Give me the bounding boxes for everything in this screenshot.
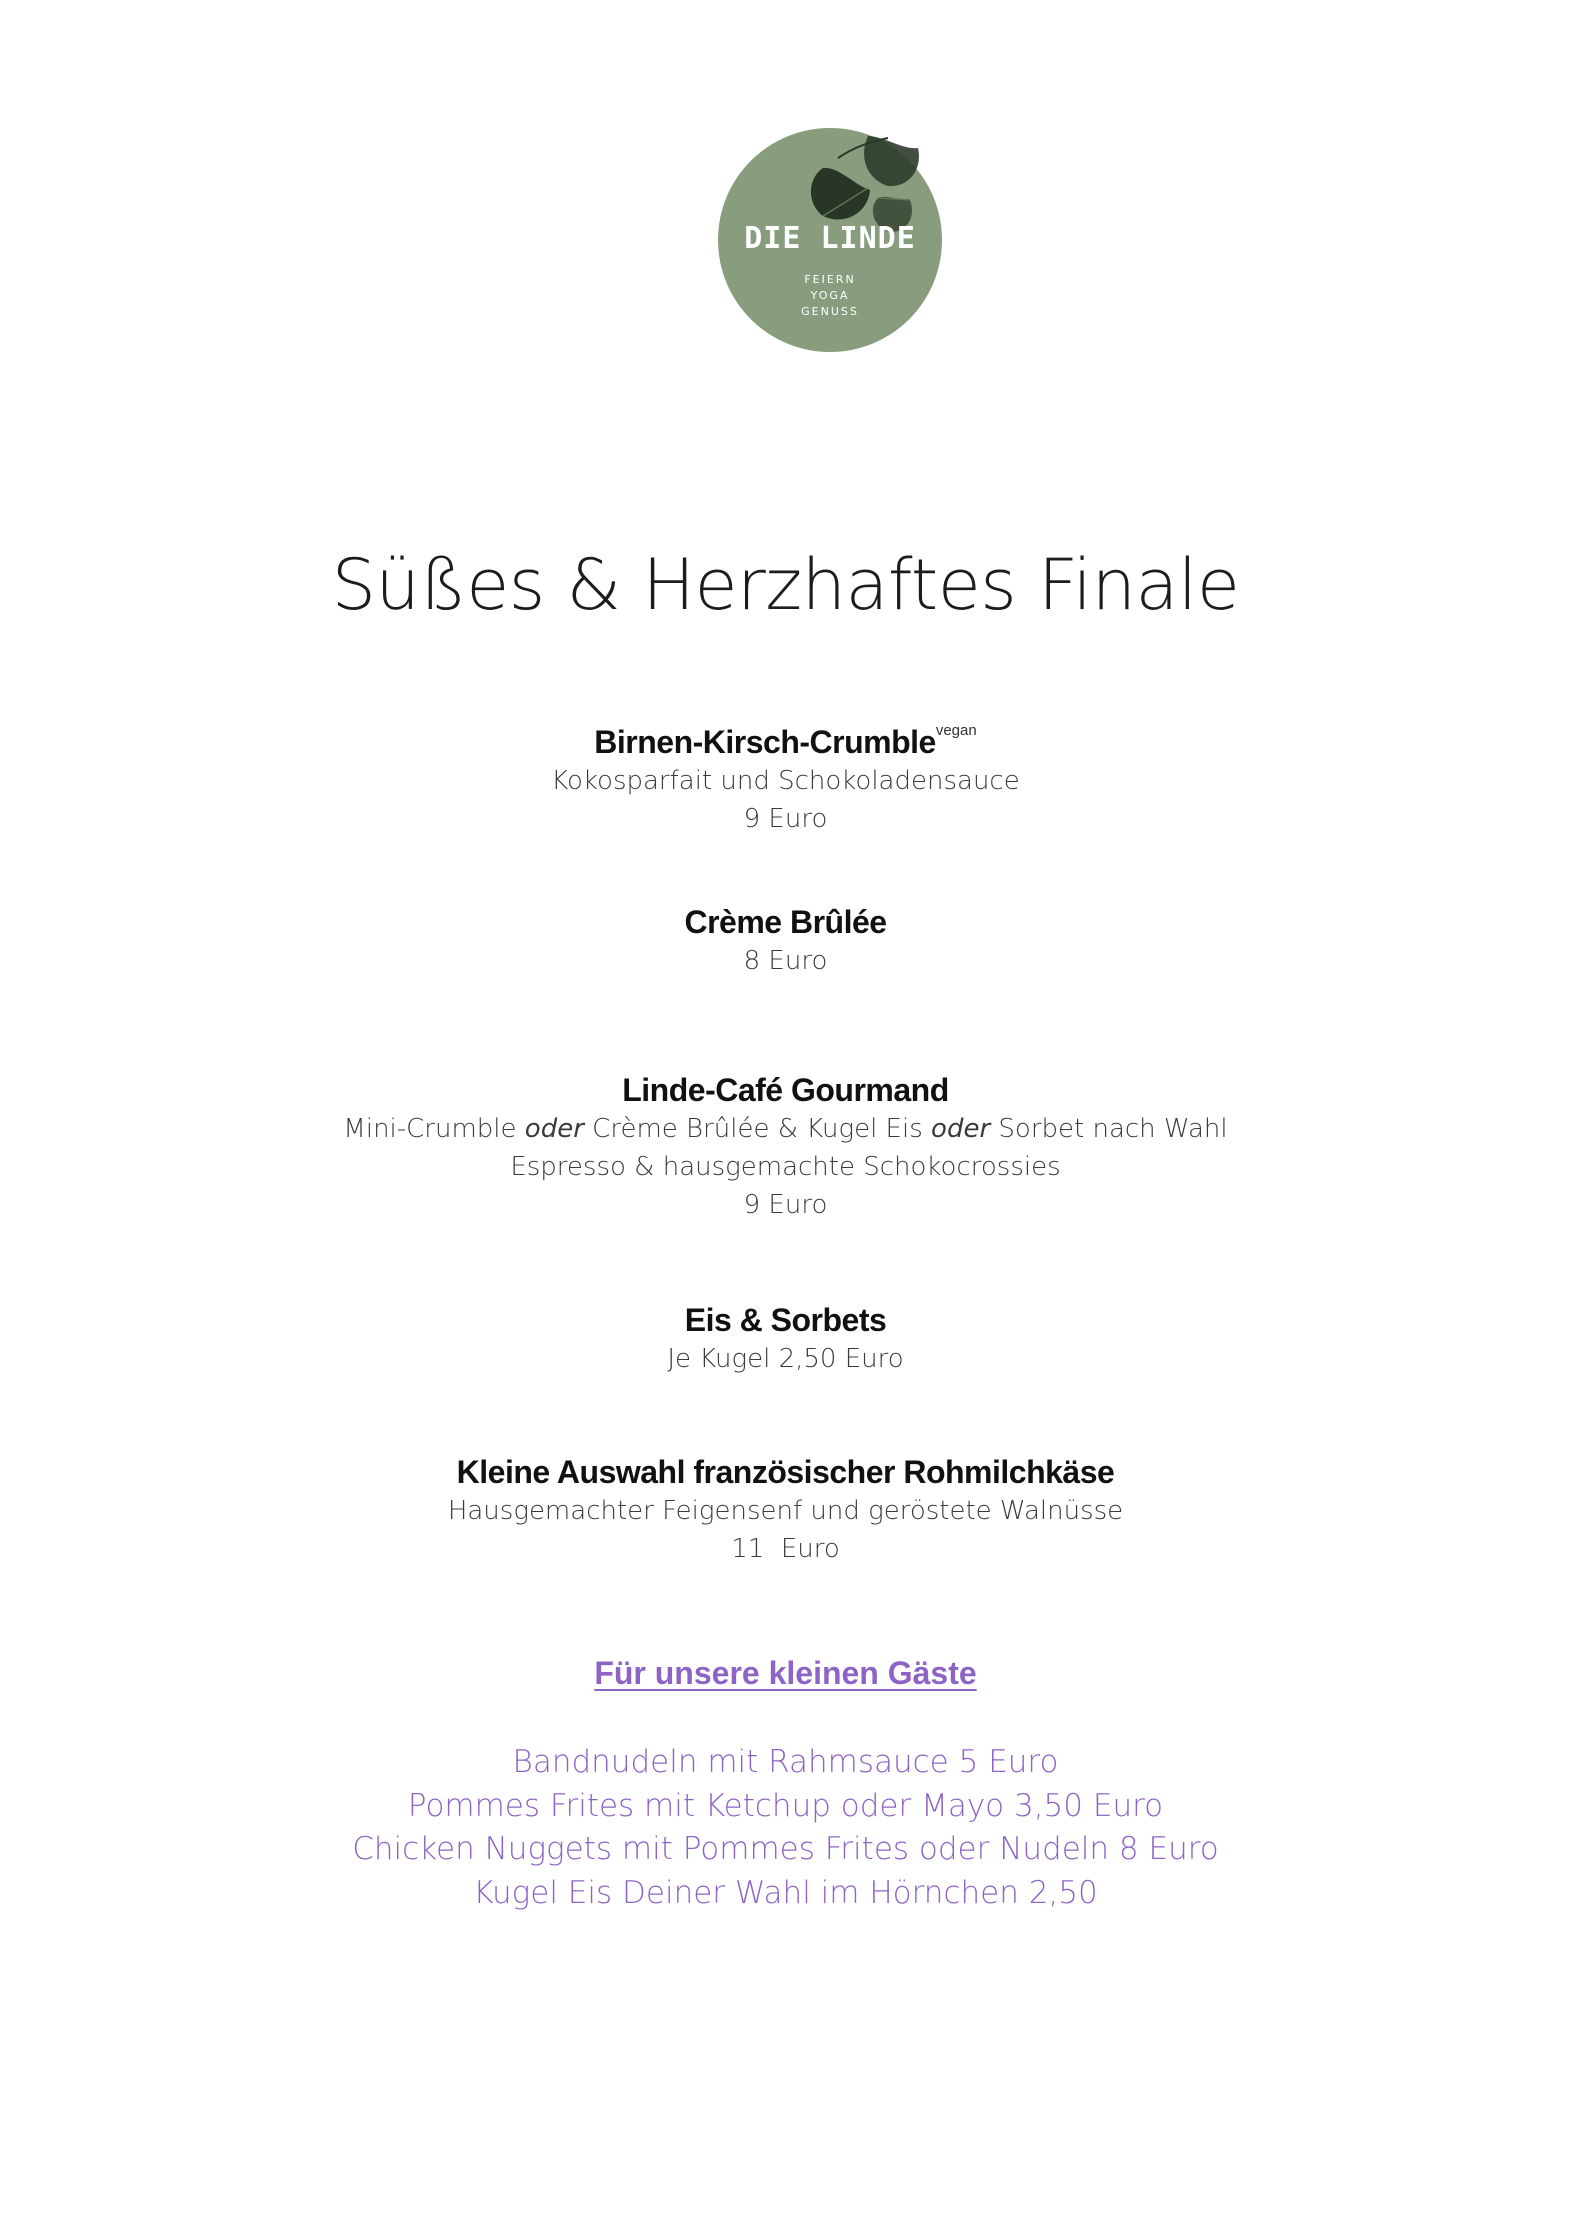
- logo-tagline-3: GENUSS: [801, 305, 859, 318]
- logo-tagline-1: FEIERN: [804, 273, 856, 286]
- menu-item-eis-sorbets: [0, 1300, 1571, 1378]
- item-price: Je Kugel 2,50 Euro: [667, 1344, 904, 1374]
- item-price: 8 Euro: [743, 946, 828, 976]
- item-description-2: Espresso & hausgemachte Schokocrossies: [510, 1152, 1061, 1182]
- menu-item-rohmilchkaese: [0, 1452, 1571, 1568]
- logo-tagline-2: YOGA: [810, 289, 850, 302]
- item-description: Mini-Crumble oder Crème Brûlée & Kugel Eis oder Sorbet nach Wahl: [343, 1114, 1228, 1144]
- list-item: Bandnudeln mit Rahmsauce 5 Euro: [512, 1744, 1059, 1780]
- item-price: 9 Euro: [743, 804, 828, 834]
- item-price: 9 Euro: [743, 1190, 828, 1220]
- item-price: 11 Euro: [731, 1534, 840, 1564]
- logo-brand: DIE LINDE: [744, 221, 916, 256]
- item-description: Hausgemachter Feigensenf und geröstete Walnüsse: [447, 1496, 1124, 1526]
- vegan-tag: vegan: [935, 722, 977, 739]
- page-title: Süßes & Herzhaftes Finale: [331, 544, 1240, 626]
- menu-item-creme-brulee: [0, 902, 1571, 980]
- item-name: Birnen-Kirsch-Crumble$^{vegan}$: [594, 722, 977, 760]
- list-item: Kugel Eis Deiner Wahl im Hörnchen 2,50: [473, 1874, 1098, 1911]
- item-name: Kleine Auswahl französischer Rohmilchkäse: [456, 1454, 1115, 1490]
- item-description: Kokosparfait und Schokoladensauce: [551, 766, 1020, 796]
- die-linde-logo: [718, 128, 942, 352]
- kids-section-heading: Für unsere kleinen Gäste: [594, 1655, 977, 1691]
- menu-item-crumble: [0, 722, 1571, 838]
- menu-item-cafe-gourmand: [0, 1070, 1571, 1224]
- list-item: Pommes Frites mit Ketchup oder Mayo 3,50 Euro: [407, 1787, 1164, 1824]
- item-name: Linde-Café Gourmand: [622, 1072, 949, 1108]
- kids-menu-list: [0, 1741, 1571, 1915]
- item-name: Crème Brûlée: [684, 904, 887, 940]
- item-name: Eis & Sorbets: [684, 1302, 887, 1338]
- list-item: Chicken Nuggets mit Pommes Frites oder Nudeln 8 Euro: [352, 1831, 1219, 1867]
